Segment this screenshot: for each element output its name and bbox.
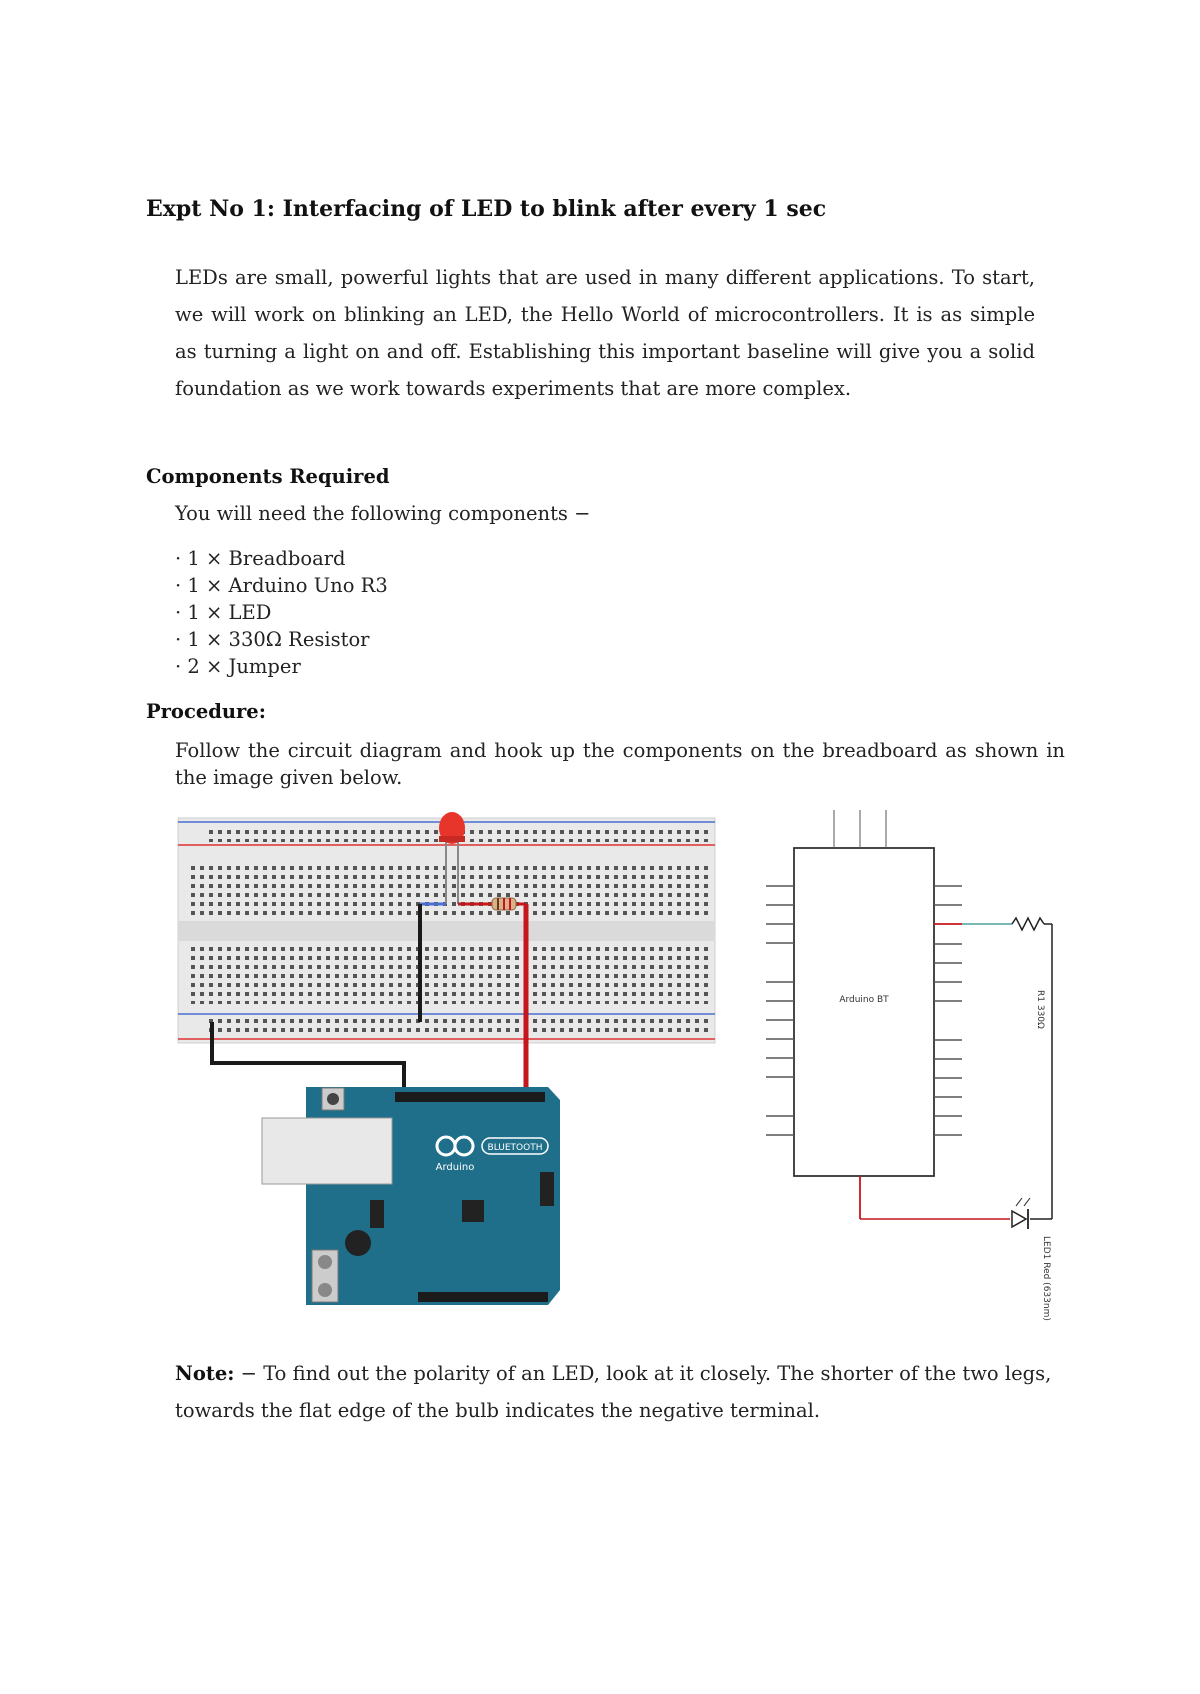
procedure-text: Follow the circuit diagram and hook up the components on the breadboard as shown in the image given below. [175, 739, 1065, 789]
list-item: · 2 × Jumper [175, 653, 388, 680]
note-text: − To find out the polarity of an LED, look at it closely. The shorter of the two legs, towards the flat edge of the bulb indicates the negative terminal. [175, 1362, 1052, 1422]
list-item: · 1 × 330Ω Resistor [175, 626, 388, 653]
resistor-label: R1 330Ω [1035, 990, 1045, 1029]
note-paragraph [175, 1355, 1055, 1429]
board-badge: BLUETOOTH [487, 1143, 543, 1153]
page-title: Expt No 1: Interfacing of LED to blink after every 1 sec [146, 196, 827, 222]
list-item: · 1 × Breadboard [175, 545, 388, 572]
procedure-heading: Procedure: [146, 700, 266, 723]
list-item: · 1 × LED [175, 599, 388, 626]
list-item: · 1 × Arduino Uno R3 [175, 572, 388, 599]
intro-paragraph: LEDs are small, powerful lights that are used in many different applications. To start, we will work on blinking an LED, the Hello World of microcontrollers. It is as simple as turning a light on and off. Establishing this important baseline will give you a solid foundation as we work towards experiments that are more complex. [175, 266, 1035, 400]
schematic-chip-label: Arduino BT [839, 995, 889, 1005]
components-heading: Components Required [146, 465, 390, 488]
components-lead: You will need the following components − [175, 502, 591, 525]
arduino-board [262, 1087, 560, 1305]
note-label: Note: [175, 1362, 235, 1385]
led-label: LED1 Red (633nm) [1041, 1236, 1051, 1321]
schematic [766, 810, 1052, 1321]
board-label: Arduino [435, 1162, 475, 1173]
